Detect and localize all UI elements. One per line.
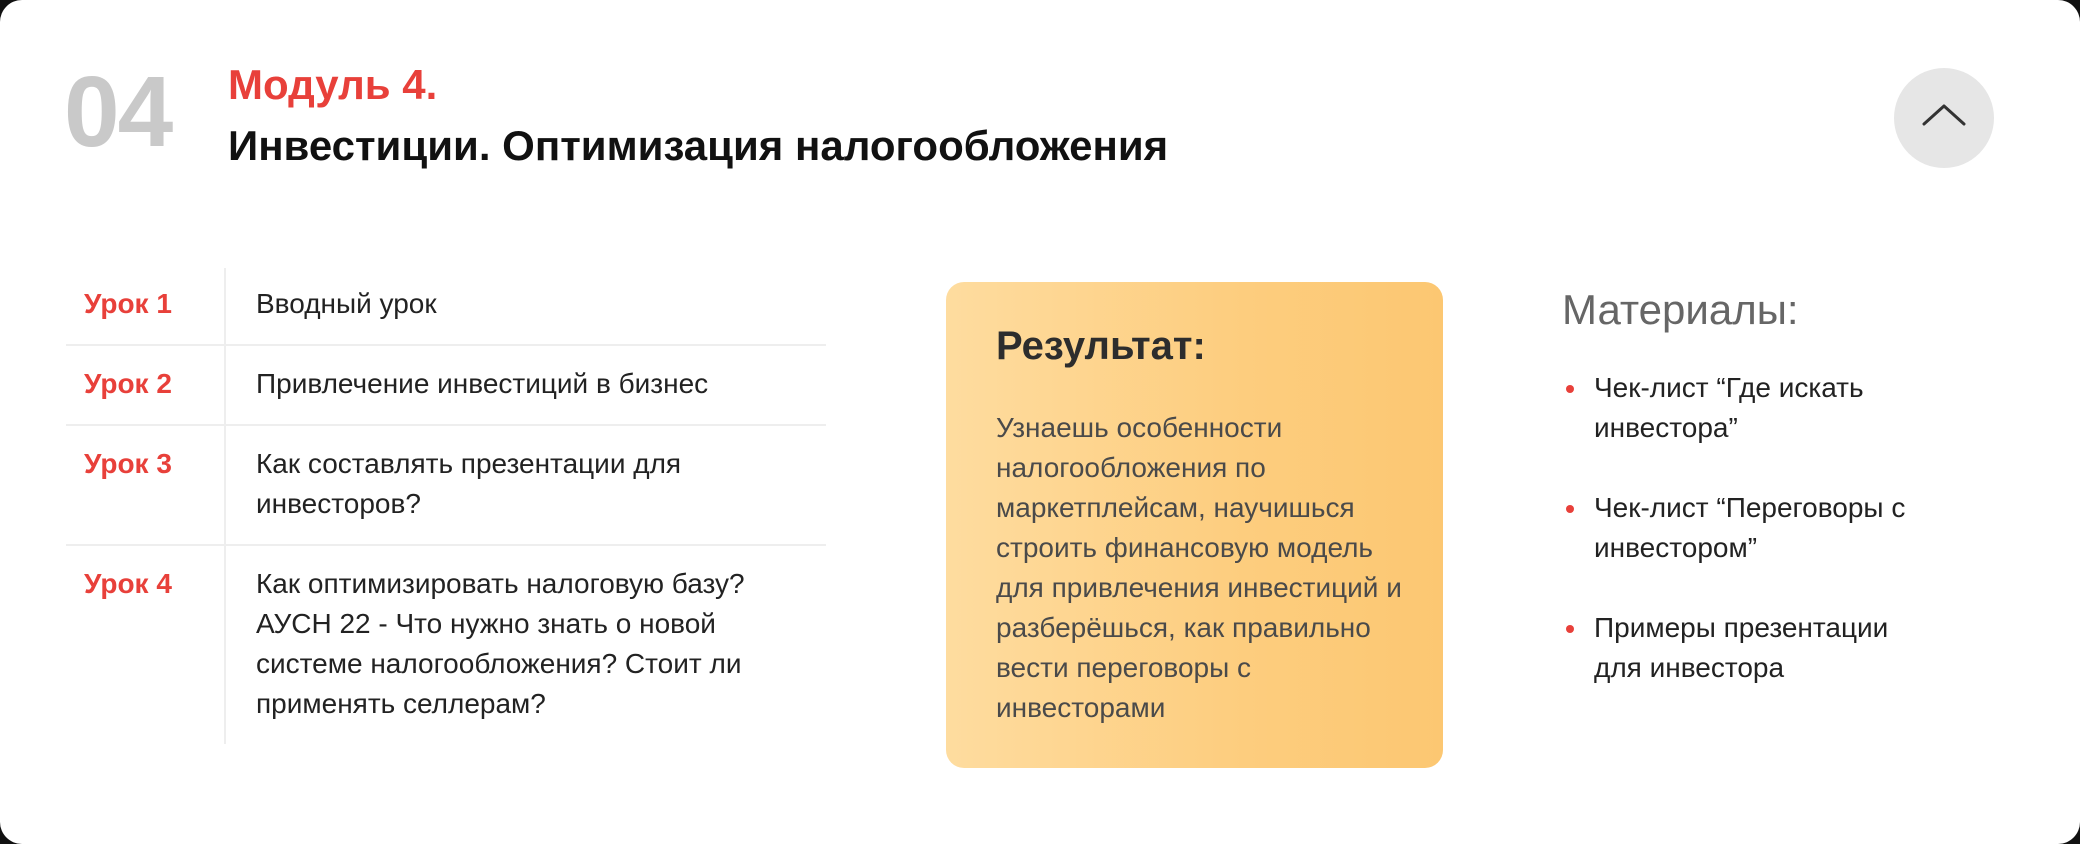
collapse-button[interactable]	[1894, 68, 1994, 168]
result-title: Результат:	[996, 324, 1206, 368]
module-number: 04	[64, 56, 172, 168]
module-label: Модуль 4.	[228, 61, 438, 108]
bullet-icon	[1566, 505, 1574, 513]
lesson-row[interactable]	[66, 545, 826, 744]
lesson-title: Вводный урок	[256, 288, 437, 319]
result-card	[946, 282, 1443, 768]
material-label: Чек-лист “Где искать инвестора”	[1594, 372, 1864, 443]
module-title: Инвестиции. Оптимизация налогообложения	[228, 122, 1169, 169]
material-label: Чек-лист “Переговоры с инвестором”	[1594, 492, 1906, 563]
material-label: Примеры презентации для инвестора	[1594, 612, 1889, 683]
lesson-number: Урок 1	[66, 268, 225, 345]
material-item[interactable]	[1562, 368, 1922, 448]
materials-title: Материалы:	[1562, 286, 1799, 333]
lesson-row[interactable]	[66, 268, 826, 345]
lesson-title: Как составлять презентации для инвесторов?	[256, 448, 682, 519]
result-text: Узнаешь особенности налогообложения по маркетплейсам, научишься строить финансовую модель для привлечения инвестиций и разберёшься, как правильно вести переговоры с инвесторами	[996, 412, 1402, 723]
material-item[interactable]	[1562, 488, 1922, 568]
material-item[interactable]	[1562, 608, 1922, 688]
lesson-title: Привлечение инвестиций в бизнес	[256, 368, 709, 399]
lesson-number: Урок 3	[66, 425, 225, 545]
lesson-row[interactable]	[66, 345, 826, 425]
lesson-number: Урок 4	[66, 545, 225, 744]
lesson-row[interactable]	[66, 425, 826, 545]
bullet-icon	[1566, 625, 1574, 633]
lesson-number: Урок 2	[66, 345, 225, 425]
bullet-icon	[1566, 385, 1574, 393]
chevron-up-icon	[1922, 102, 1966, 126]
lesson-title: Как оптимизировать налоговую базу? АУСН 22 - Что нужно знать о новой системе налогообложения? Стоит ли применять селлерам?	[256, 568, 745, 719]
lessons-table	[66, 268, 826, 744]
materials-list	[1562, 368, 1922, 728]
